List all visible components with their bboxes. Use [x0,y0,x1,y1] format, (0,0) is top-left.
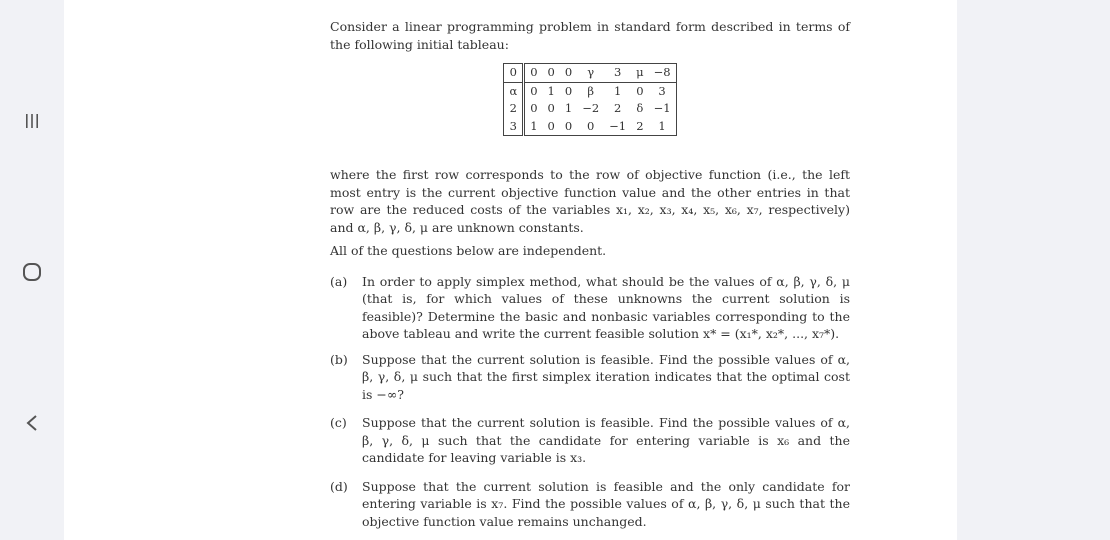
question-a-text: In order to apply simplex method, what should be the values of α, β, γ, δ, μ (that is, for which values of these unknowns the current solution is feasible)? Determine the basic and nonbasic variables corresponding to the above tableau and write the current feasible solution x* = (x₁*, x₂*, ..., x₇*). [362,273,850,341]
question-b-text: Suppose that the current solution is feasible. Find the possible values of α, β, γ, δ, μ such that the first simplex iteration indicates that the optimal cost is −∞? [362,351,850,402]
tableau-wrapper [330,63,850,136]
question-c-text: Suppose that the current solution is feasible. Find the possible values of α, β, γ, δ, μ such that the candidate for entering variable is x₆ and the candidate for leaving variable is x₃. [362,415,850,465]
back-icon[interactable] [12,403,52,443]
recent-apps-icon[interactable] [12,101,52,141]
question-d-text: Suppose that the current solution is feasible and the only candidate for entering variable is x₇. Find the possible values of α, β, γ, δ, μ such that the objective function value remains unchanged. [362,478,850,529]
tableau-cell: 1 [613,83,622,98]
explanation-text: where the first row corresponds to the row of objective function (i.e., the left most entry is the current objective function value and the other entries in that row are the reduced costs of the variables x₁, x₂, x₃, x₄, x₅, x₆, x₇, respectively) and α, β, γ, δ, μ are unknown constants. [330,167,850,235]
question-a-label: (a) [330,273,348,289]
question-c-label: (c) [330,415,347,430]
home-icon[interactable] [12,252,52,292]
tableau-cell: δ [636,101,644,115]
navigation-bar [0,0,64,540]
tableau-cell: 2 [504,100,524,118]
tableau-cell: −2 [582,101,600,115]
tableau-cell: 0 [547,101,555,115]
tableau-cell: 0 [543,64,560,83]
tableau-cell: 1 [658,118,666,133]
tableau-cell: 2 [613,101,622,115]
tableau-cell: 2 [636,118,644,133]
tableau-cell: −1 [653,101,671,115]
problem-content [330,18,850,530]
tableau-cell: μ [631,64,648,83]
tableau-cell: 0 [636,83,644,98]
question-d-label: (d) [330,478,348,494]
document-page [64,0,957,540]
tableau-row [504,64,676,83]
right-margin [957,0,1110,540]
tableau-cell: α [504,82,524,100]
question-a [330,273,850,343]
tableau-row [504,82,676,100]
tableau-table [503,63,676,136]
question-b-label: (b) [330,351,348,367]
tableau-cell: 0 [504,64,524,83]
tableau-cell: β [587,83,594,98]
question-c [330,414,850,467]
tableau-row [504,100,676,118]
tableau-cell: 0 [547,118,555,133]
question-b [330,351,850,404]
tableau-cell: γ [577,64,604,83]
tableau-cell: 3 [604,64,631,83]
tableau-cell: 0 [530,101,538,115]
tableau-cell: 0 [524,64,543,83]
tableau-cell: 3 [504,118,524,136]
tableau-cell: 1 [547,83,555,98]
tableau-cell: −1 [609,118,627,133]
tableau-cell: 1 [564,101,573,115]
tableau-cell: 0 [560,64,577,83]
tableau-cell: 3 [658,83,666,98]
tableau-cell: 0 [530,83,538,98]
tableau-cell: −8 [649,64,676,83]
independent-note: All of the questions below are independent. [330,243,607,258]
tableau-cell: 0 [564,118,573,133]
tableau-row [504,118,676,136]
tableau-cell: 0 [564,83,573,98]
tableau-cell: 1 [530,118,538,133]
question-d [330,478,850,531]
intro-text: Consider a linear programming problem in standard form described in terms of the following initial tableau: [330,19,850,52]
tableau-cell: 0 [587,118,595,133]
